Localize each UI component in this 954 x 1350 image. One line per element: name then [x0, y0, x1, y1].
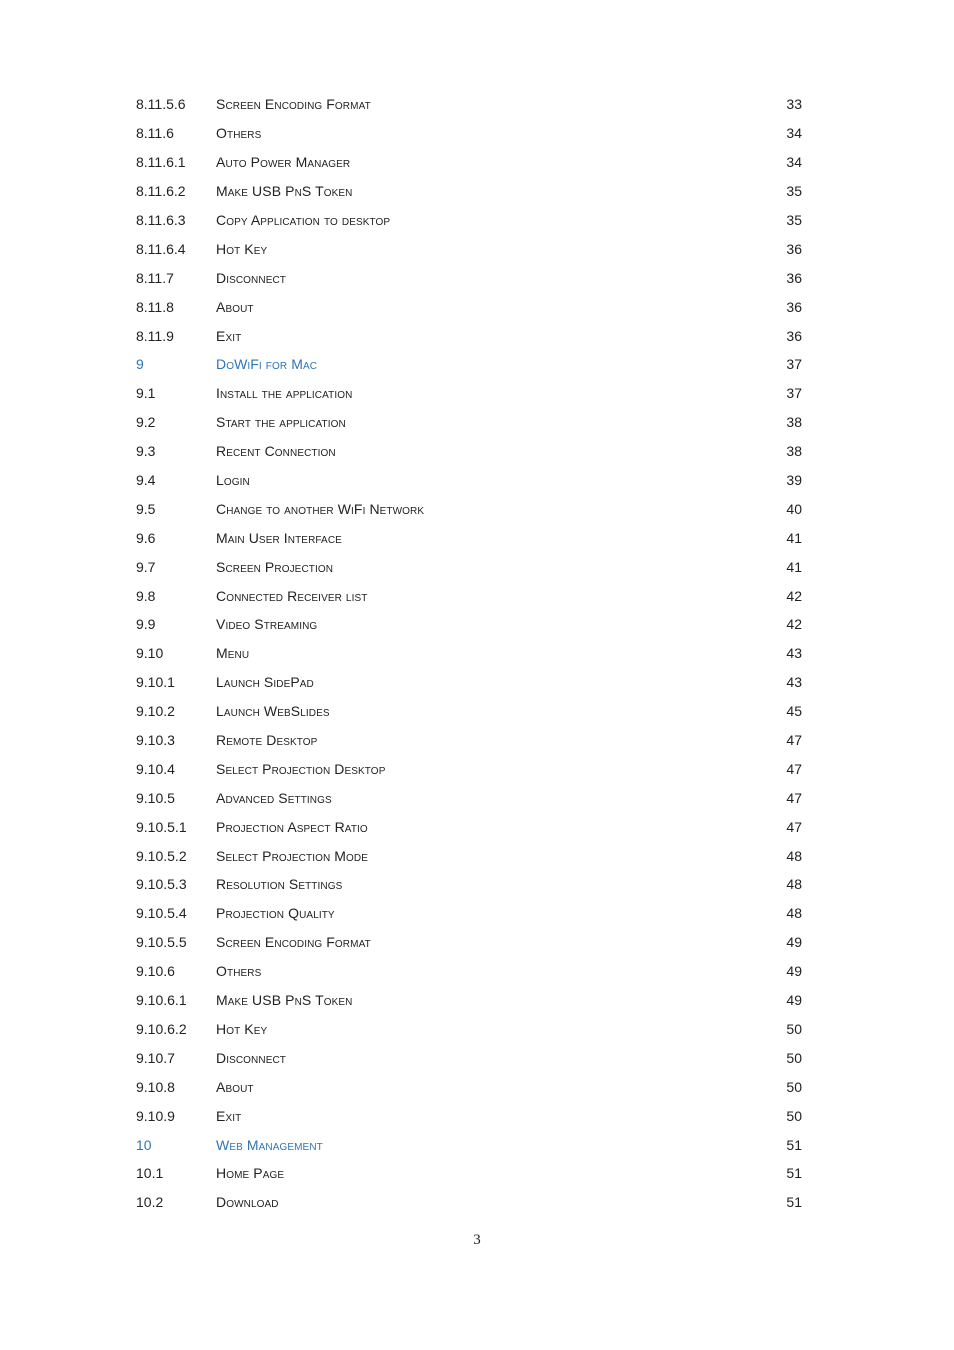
toc-section-number: 9.10.5.5	[136, 934, 187, 951]
toc-row[interactable]	[136, 437, 806, 466]
toc-page-number: 35	[786, 183, 802, 200]
toc-page-number: 48	[786, 905, 802, 922]
toc-section-title[interactable]: Resolution Settings	[216, 876, 343, 893]
toc-page-number: 36	[786, 269, 802, 286]
toc-section-number: 9.10.2	[136, 703, 175, 720]
toc-section-title[interactable]: About	[216, 298, 254, 315]
toc-section-title[interactable]: Screen Encoding Format	[216, 96, 371, 113]
toc-row[interactable]	[136, 639, 806, 668]
toc-page-number: 50	[786, 1020, 802, 1037]
toc-page-number: 51	[786, 1165, 802, 1182]
toc-page-number: 40	[786, 500, 802, 517]
toc-page-number: 47	[786, 789, 802, 806]
toc-section-title[interactable]: Disconnect	[216, 1049, 287, 1066]
toc-page-number: 34	[786, 125, 802, 142]
toc-page-number: 38	[786, 443, 802, 460]
toc-row[interactable]	[136, 726, 806, 755]
toc-row[interactable]	[136, 523, 806, 552]
toc-section-number: 9.10.5.4	[136, 905, 187, 922]
toc-page-number: 45	[786, 703, 802, 720]
toc-section-number: 9.6	[136, 529, 156, 546]
toc-section-number: 9.10	[136, 645, 164, 662]
toc-page-number: 48	[786, 876, 802, 893]
toc-section-title[interactable]: Projection Aspect Ratio	[216, 818, 368, 835]
toc-page-number: 36	[786, 240, 802, 257]
toc-page-number: 33	[786, 96, 802, 113]
toc-row[interactable]	[136, 263, 806, 292]
toc-section-title[interactable]: Main User Interface	[216, 529, 342, 546]
toc-section-number: 9.8	[136, 587, 156, 604]
toc-row[interactable]	[136, 552, 806, 581]
toc-page-number: 51	[786, 1136, 802, 1153]
toc-row[interactable]	[136, 292, 806, 321]
toc-section-title[interactable]: Menu	[216, 645, 250, 662]
toc-page-number: 43	[786, 674, 802, 691]
toc-section-title[interactable]: Select Projection Mode	[216, 847, 368, 864]
toc-section-number: 8.11.6.1	[136, 154, 186, 171]
toc-row[interactable]	[136, 610, 806, 639]
toc-section-title[interactable]: Start the application	[216, 414, 346, 431]
toc-row[interactable]	[136, 870, 806, 899]
toc-row[interactable]	[136, 1101, 806, 1130]
toc-section-title[interactable]: Others	[216, 963, 262, 980]
toc-section-title[interactable]: Projection Quality	[216, 905, 335, 922]
toc-section-number: 9.10.5.2	[136, 847, 187, 864]
toc-row[interactable]	[136, 494, 806, 523]
toc-page-number: 36	[786, 298, 802, 315]
toc-row[interactable]	[136, 812, 806, 841]
toc-row[interactable]	[136, 119, 806, 148]
toc-row[interactable]	[136, 986, 806, 1015]
toc-section-title[interactable]: Advanced Settings	[216, 789, 332, 806]
toc-section-title[interactable]: Exit	[216, 1107, 242, 1124]
toc-section-title[interactable]: Download	[216, 1194, 279, 1211]
toc-section-title[interactable]: Login	[216, 472, 250, 489]
toc-page-number: 47	[786, 760, 802, 777]
toc-section-title[interactable]: Screen Projection	[216, 558, 334, 575]
toc-row[interactable]	[136, 1188, 806, 1217]
toc-section-title[interactable]: Disconnect	[216, 269, 287, 286]
toc-page-number: 50	[786, 1107, 802, 1124]
toc-section-title[interactable]: Home Page	[216, 1165, 285, 1182]
toc-section-number: 9.10.3	[136, 732, 175, 749]
toc-section-title[interactable]: Copy Application to desktop	[216, 212, 391, 228]
toc-section-title[interactable]: Select Projection Desktop	[216, 760, 386, 777]
toc-section-number: 8.11.7	[136, 269, 174, 286]
toc-section-number: 9.10.6.2	[136, 1020, 187, 1037]
toc-section-title[interactable]: Hot Key	[216, 1020, 268, 1037]
toc-section-title[interactable]: Change to another WiFi Network	[216, 500, 425, 517]
toc-row[interactable]	[136, 321, 806, 350]
toc-section-number: 9.3	[136, 443, 156, 460]
toc-section-title[interactable]: Auto Power Manager	[216, 154, 351, 171]
toc-section-title[interactable]: Launch WebSlides	[216, 703, 330, 720]
toc-page-number: 37	[786, 385, 802, 402]
toc-row[interactable]	[136, 408, 806, 437]
toc-section-number: 10.1	[136, 1165, 164, 1182]
toc-section-title[interactable]: Connected Receiver list	[216, 587, 368, 604]
toc-section-number: 9.4	[136, 472, 156, 489]
toc-section-number: 8.11.9	[136, 327, 174, 344]
toc-page-number: 49	[786, 934, 802, 951]
toc-page-number: 35	[786, 212, 802, 228]
toc-section-number: 8.11.6	[136, 125, 174, 142]
toc-row[interactable]	[136, 928, 806, 957]
toc-section-title[interactable]: Remote Desktop	[216, 732, 318, 749]
toc-section-number: 9.10.4	[136, 760, 175, 777]
toc-section-number: 10.2	[136, 1194, 164, 1211]
toc-chapter-row[interactable]	[136, 1130, 806, 1159]
toc-row[interactable]	[136, 957, 806, 986]
toc-section-number: 8.11.8	[136, 298, 174, 315]
toc-section-title[interactable]: Exit	[216, 327, 242, 344]
toc-section-number: 8.11.5.6	[136, 96, 186, 113]
toc-section-number: 9.10.1	[136, 674, 175, 691]
toc-row[interactable]	[136, 1072, 806, 1101]
toc-page-number: 36	[786, 327, 802, 344]
toc-section-title[interactable]: Install the application	[216, 385, 353, 402]
toc-page-number: 42	[786, 587, 802, 604]
toc-row[interactable]	[136, 581, 806, 610]
toc-page-number: 39	[786, 472, 802, 489]
toc-section-title[interactable]: Web Management	[216, 1136, 323, 1153]
toc-page-number: 50	[786, 1078, 802, 1095]
toc-row[interactable]	[136, 379, 806, 408]
toc-page-number: 37	[786, 356, 802, 373]
toc-row[interactable]	[136, 668, 806, 697]
toc-section-title[interactable]: About	[216, 1078, 254, 1095]
toc-section-number: 10	[136, 1136, 152, 1153]
toc-section-title[interactable]: DoWiFi for Mac	[216, 356, 318, 373]
toc-section-title[interactable]: Make USB PnS Token	[216, 183, 353, 200]
toc-row[interactable]	[136, 234, 806, 263]
toc-section-number: 8.11.6.3	[136, 212, 186, 228]
toc-page-number: 49	[786, 963, 802, 980]
toc-section-number: 9.2	[136, 414, 156, 431]
toc-page-number: 47	[786, 732, 802, 749]
toc-row[interactable]	[136, 899, 806, 928]
toc-page-number: 38	[786, 414, 802, 431]
toc-page-number: 47	[786, 818, 802, 835]
toc-section-number: 8.11.6.4	[136, 240, 186, 257]
toc-section-number: 9.1	[136, 385, 156, 402]
toc-section-number: 9.10.5.1	[136, 818, 187, 835]
toc-row[interactable]	[136, 1043, 806, 1072]
toc-row[interactable]	[136, 177, 806, 206]
toc-page-number: 49	[786, 992, 802, 1009]
toc-row[interactable]	[136, 1015, 806, 1044]
toc-page-number: 43	[786, 645, 802, 662]
toc-row[interactable]	[136, 754, 806, 783]
toc-page-number: 41	[786, 558, 802, 575]
toc-chapter-row[interactable]	[136, 350, 806, 379]
toc-row[interactable]	[136, 697, 806, 726]
toc-section-number: 9.10.7	[136, 1049, 175, 1066]
toc-section-number: 9.10.8	[136, 1078, 175, 1095]
toc-section-number: 9.10.6	[136, 963, 175, 980]
toc-page-number: 42	[786, 616, 802, 633]
toc-row[interactable]	[136, 783, 806, 812]
toc-row[interactable]	[136, 466, 806, 495]
toc-section-title[interactable]: Video Streaming	[216, 616, 318, 633]
toc-page-number: 51	[786, 1194, 802, 1211]
toc-row[interactable]	[136, 206, 806, 235]
toc-section-title[interactable]: Hot Key	[216, 240, 268, 257]
toc-page-number: 41	[786, 529, 802, 546]
page-number: 3	[473, 1232, 481, 1248]
toc-section-title[interactable]: Recent Connection	[216, 443, 336, 460]
toc-section-title[interactable]: Screen Encoding Format	[216, 934, 371, 951]
toc-section-number: 9.10.5.3	[136, 876, 187, 893]
table-of-contents	[136, 90, 806, 1217]
toc-page-number: 34	[786, 154, 802, 171]
toc-section-title[interactable]: Make USB PnS Token	[216, 992, 353, 1009]
toc-row[interactable]	[136, 90, 806, 119]
toc-section-title[interactable]: Others	[216, 125, 262, 142]
toc-section-number: 9.7	[136, 558, 156, 575]
toc-row[interactable]	[136, 841, 806, 870]
toc-section-number: 9	[136, 356, 144, 373]
toc-section-number: 8.11.6.2	[136, 183, 186, 200]
toc-section-number: 9.10.6.1	[136, 992, 187, 1009]
toc-page-number: 50	[786, 1049, 802, 1066]
toc-section-title[interactable]: Launch SidePad	[216, 674, 314, 691]
toc-section-number: 9.10.5	[136, 789, 175, 806]
toc-section-number: 9.9	[136, 616, 156, 633]
toc-row[interactable]	[136, 1159, 806, 1188]
toc-section-number: 9.10.9	[136, 1107, 175, 1124]
toc-row[interactable]	[136, 148, 806, 177]
toc-page-number: 48	[786, 847, 802, 864]
toc-section-number: 9.5	[136, 500, 156, 517]
